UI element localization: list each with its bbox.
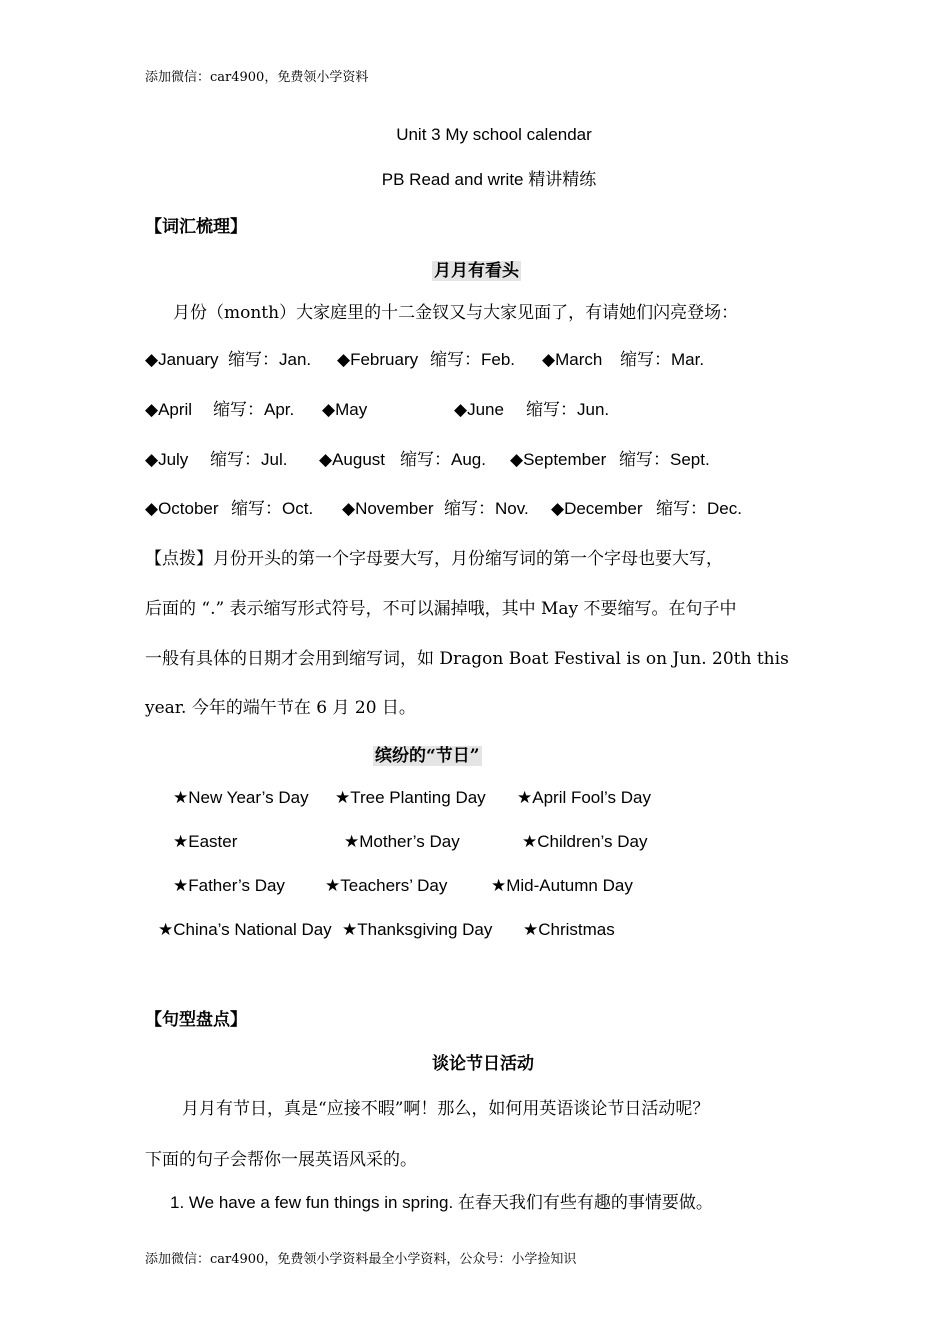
- festival-item: ★Mid-Autumn Day: [491, 876, 633, 895]
- month-october-abbr: 缩写：Oct.: [231, 499, 314, 518]
- month-april-abbr: 缩写：Apr.: [213, 400, 295, 419]
- sub-heading-festivals: 缤纷的“节日”: [375, 746, 480, 766]
- month-january: ◆January: [145, 350, 219, 369]
- month-june: ◆June: [454, 400, 504, 419]
- months-intro: 月份（month）大家庭里的十二金钗又与大家见面了，有请她们闪亮登场：: [173, 303, 739, 323]
- tip-line: year. 今年的端午节在 6 月 20 日。: [145, 698, 416, 718]
- month-march-abbr: 缩写：Mar.: [620, 350, 705, 369]
- sub-heading-months: 月月有看头: [434, 261, 519, 281]
- month-february-abbr: 缩写：Feb.: [430, 350, 516, 369]
- month-december-abbr: 缩写：Dec.: [656, 499, 742, 518]
- festival-item: ★Teachers’ Day: [325, 876, 448, 895]
- month-august: ◆August: [319, 450, 385, 469]
- section-heading-vocabulary: 【词汇梳理】: [145, 217, 247, 237]
- month-october: ◆October: [145, 499, 219, 518]
- month-july: ◆July: [145, 450, 189, 469]
- example-sentence-1: 1. We have a few fun things in spring. 在春天我们有些有趣的事情要做。: [170, 1193, 713, 1212]
- month-july-abbr: 缩写：Jul.: [210, 450, 288, 469]
- festival-item: ★China’s National Day: [158, 920, 332, 939]
- doc-title: Unit 3 My school calendar: [396, 125, 592, 144]
- doc-subtitle: PB Read and write 精讲精练: [381, 170, 597, 189]
- festival-item: ★April Fool’s Day: [517, 788, 651, 807]
- month-june-abbr: 缩写：Jun.: [526, 400, 610, 419]
- festival-item: ★New Year’s Day: [173, 788, 309, 807]
- month-november-abbr: 缩写：Nov.: [444, 499, 529, 518]
- festival-item: ★Tree Planting Day: [335, 788, 486, 807]
- month-september-abbr: 缩写：Sept.: [619, 450, 710, 469]
- page-header: 添加微信：car4900，免费领小学资料: [145, 70, 369, 85]
- month-march: ◆March: [542, 350, 603, 369]
- tip-line: 一般有具体的日期才会用到缩写词，如 Dragon Boat Festival is on Jun. 20th this: [145, 649, 789, 669]
- month-january-abbr: 缩写：Jan.: [228, 350, 312, 369]
- sentences-intro-line: 月月有节日，真是“应接不暇”啊！那么，如何用英语谈论节日活动呢？: [182, 1099, 710, 1119]
- festival-item: ★Mother’s Day: [344, 832, 460, 851]
- festival-item: ★Children’s Day: [522, 832, 648, 851]
- tip-line: 后面的 “.” 表示缩写形式符号，不可以漏掉哦，其中 May 不要缩写。在句子中: [145, 599, 737, 619]
- month-may: ◆May: [322, 400, 368, 419]
- page-footer: 添加微信：car4900，免费领小学资料最全小学资料，公众号：小学捡知识: [145, 1252, 577, 1267]
- tip-line: 【点拨】月份开头的第一个字母要大写，月份缩写词的第一个字母也要大写，: [145, 549, 723, 569]
- month-april: ◆April: [145, 400, 193, 419]
- festival-item: ★Easter: [173, 832, 238, 851]
- month-november: ◆November: [342, 499, 434, 518]
- festival-item: ★Thanksgiving Day: [342, 920, 493, 939]
- sub-heading-festival-activities: 谈论节日活动: [432, 1054, 534, 1074]
- month-august-abbr: 缩写：Aug.: [400, 450, 486, 469]
- month-february: ◆February: [337, 350, 419, 369]
- festival-item: ★Father’s Day: [173, 876, 285, 895]
- section-heading-sentences: 【句型盘点】: [145, 1010, 247, 1030]
- month-december: ◆December: [551, 499, 643, 518]
- festival-item: ★Christmas: [523, 920, 615, 939]
- sentences-intro-line: 下面的句子会帮你一展英语风采的。: [145, 1150, 417, 1170]
- month-september: ◆September: [510, 450, 607, 469]
